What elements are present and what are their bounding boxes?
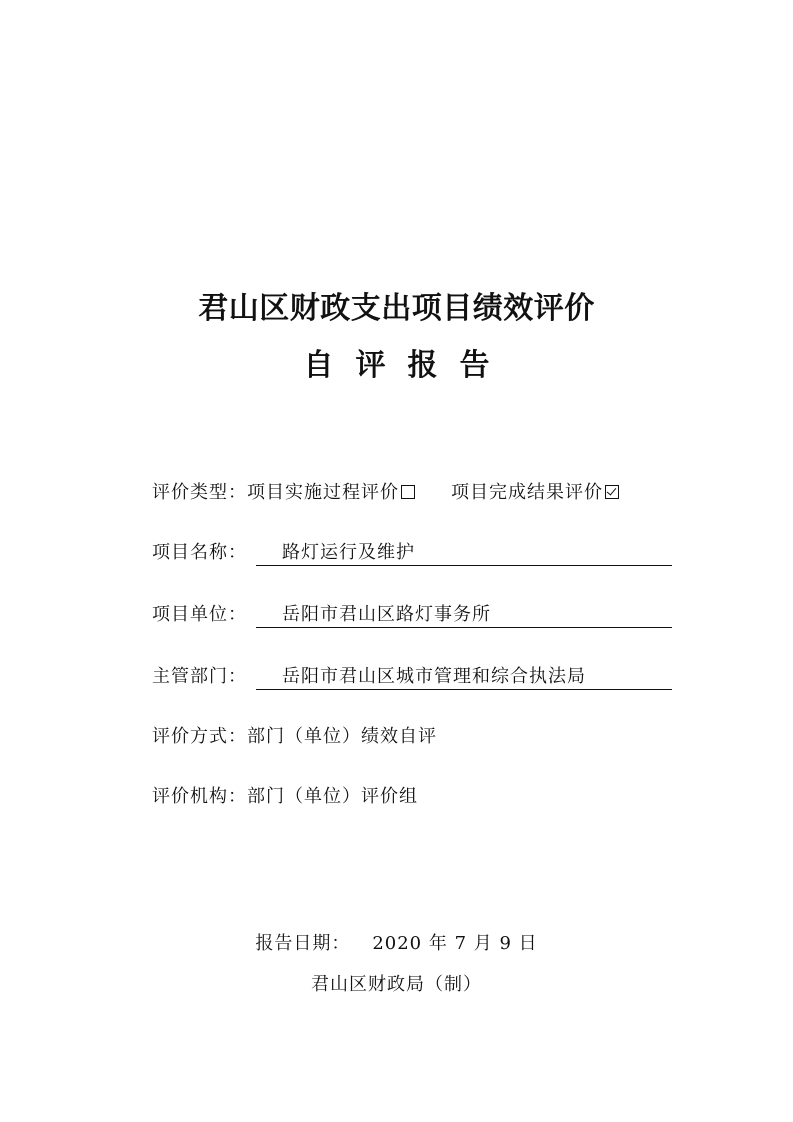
evaluation-org-row <box>152 783 418 811</box>
project-unit-row <box>152 601 491 629</box>
evaluation-type-label: 评价类型： <box>152 482 247 503</box>
evaluation-method-value: 部门（单位）绩效自评 <box>247 726 437 747</box>
option-process-label: 项目实施过程评价 <box>247 482 399 503</box>
report-date-label: 报告日期： <box>255 933 351 954</box>
evaluation-org-label: 评价机构： <box>152 786 247 807</box>
project-name-value: 路灯运行及维护 <box>256 539 672 566</box>
report-date-line <box>0 929 793 955</box>
department-value: 岳阳市君山区城市管理和综合执法局 <box>256 663 672 690</box>
project-name-row <box>152 539 415 567</box>
department-label: 主管部门： <box>152 666 247 687</box>
report-subtitle: 自评报告 <box>303 348 512 383</box>
option-process-checkbox[interactable] <box>401 485 415 499</box>
report-title: 君山区财政支出项目绩效评价 <box>198 291 595 326</box>
project-unit-label: 项目单位： <box>152 604 247 625</box>
issuer: 君山区财政局（制） <box>311 974 482 995</box>
project-unit-value: 岳阳市君山区路灯事务所 <box>256 601 672 628</box>
evaluation-method-row <box>152 723 437 751</box>
project-name-label: 项目名称： <box>152 542 247 563</box>
option-result-label: 项目完成结果评价 <box>451 482 603 503</box>
department-row <box>152 663 586 691</box>
evaluation-method-label: 评价方式： <box>152 726 247 747</box>
evaluation-org-value: 部门（单位）评价组 <box>247 786 418 807</box>
option-result-checkbox[interactable] <box>605 485 619 499</box>
report-date-value: 2020 年 7 月 9 日 <box>372 933 538 954</box>
evaluation-type-row <box>152 479 619 507</box>
